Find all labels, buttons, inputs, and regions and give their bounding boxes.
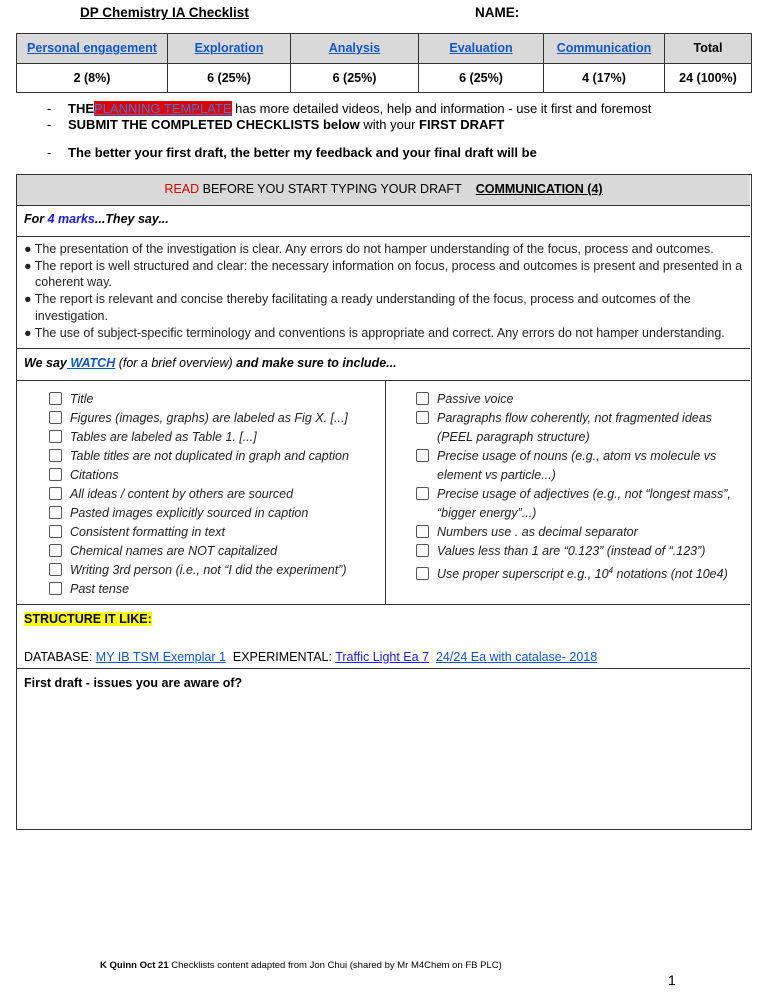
checkbox[interactable] [49,506,62,519]
link-exploration[interactable]: Exploration [194,41,264,56]
checkbox[interactable] [49,430,62,443]
checklist-item-label: Title [70,392,94,406]
link-personal-engagement[interactable]: Personal engagement [27,41,157,56]
criteria-list [17,237,750,349]
note-planning: - THEPLANNING TEMPLATE has more detailed videos, help and information - use it first and foremost [47,101,652,116]
checkbox[interactable] [416,525,429,538]
checklist-left [49,390,379,599]
value-cell: 2 (8%) [17,63,168,93]
value-cell: 6 (25%) [419,63,544,93]
checklist-item [416,485,746,523]
checklist-item [416,542,746,561]
checkbox[interactable] [49,563,62,576]
section-heading: COMMUNICATION (4) [475,182,603,196]
checklist-item [49,504,379,523]
checklist-item-label: Paragraphs flow coherently, not fragmented ideas (PEEL paragraph structure) [437,411,712,444]
checklist-item [416,523,746,542]
checklist-item-label: Chemical names are NOT capitalized [70,544,278,558]
checkbox[interactable] [416,449,429,462]
footer: K Quinn Oct 21 Checklists content adapted from Jon Chui (shared by Mr M4Chem on FB PLC) [100,960,502,971]
communication-section [16,174,752,830]
checklist-item: Use proper superscript e.g., $10^4$ notations (not 10e4) [416,561,746,584]
we-say-row: We say WATCH (for a brief overview) and make sure to include... [17,349,750,381]
checklist-item-label: Numbers use . as decimal separator [437,525,638,539]
link-analysis[interactable]: Analysis [328,41,381,56]
checklist-item [49,466,379,485]
name-label: NAME: [475,5,520,20]
value-cell: 6 (25%) [291,63,419,93]
checklist-item-label: Pasted images explicitly sourced in caption [70,506,309,520]
checkbox[interactable] [49,411,62,424]
checklist [17,381,750,605]
checkbox[interactable] [49,544,62,557]
checklist-item [49,409,379,428]
checklist-item [49,428,379,447]
note-better: - The better your first draft, the better my feedback and your final draft will be [47,145,537,160]
checkbox[interactable] [49,468,62,481]
catalase-link[interactable]: 24/24 Ea with catalase- 2018 [435,650,598,664]
checklist-item [416,409,746,447]
checklist-item [49,485,379,504]
value-cell: 4 (17%) [544,63,665,93]
checklist-item-label: Tables are labeled as Table 1. [...] [70,430,257,444]
checklist-item [49,523,379,542]
checkbox[interactable] [49,449,62,462]
checkbox[interactable] [49,487,62,500]
note-submit: - SUBMIT THE COMPLETED CHECKLISTS below with your FIRST DRAFT [47,117,505,132]
checkbox[interactable] [416,487,429,500]
checklist-item-label: Consistent formatting in text [70,525,225,539]
checklist-item-label: Precise usage of adjectives (e.g., not “longest mass”, “bigger energy”...) [437,487,731,520]
document-title: DP Chemistry IA Checklist [80,5,249,20]
checklist-item-label: Writing 3rd person (i.e., not “I did the experiment”) [70,563,347,577]
checklist-item-label: Precise usage of nouns (e.g., atom vs molecule vs element vs particle...) [437,449,717,482]
checklist-right [416,390,746,584]
checkbox[interactable] [416,411,429,424]
checklist-item-label: All ideas / content by others are sourced [70,487,294,501]
criterion: ● The report is relevant and concise thereby facilitating a ready understanding of the focus, process and outcomes of the investigation. [24,292,691,323]
checklist-item [416,447,746,485]
header-total: Total [665,34,752,64]
checkbox[interactable] [416,544,429,557]
link-evaluation[interactable]: Evaluation [449,41,513,56]
checkbox[interactable] [49,525,62,538]
structure-row: STRUCTURE IT LIKE: DATABASE: MY IB TSM Exemplar 1 EXPERIMENTAL: Traffic Light Ea 7 24/24 Ea with catalase- 2018 [17,605,750,669]
database-exemplar-link[interactable]: MY IB TSM Exemplar 1 [95,650,226,664]
checkbox[interactable] [49,392,62,405]
criterion: ● The report is well structured and clear: the necessary information on focus, process and outcomes is present and presented in a coherent way. [24,258,743,290]
traffic-light-link[interactable]: Traffic Light Ea 7 [335,650,430,664]
section-header: READ BEFORE YOU START TYPING YOUR DRAFT COMMUNICATION (4) [17,175,750,206]
value-cell: 6 (25%) [168,63,291,93]
checkbox[interactable] [49,582,62,595]
value-cell: 24 (100%) [665,63,752,93]
checkbox[interactable] [416,567,429,580]
marks-table [16,33,752,93]
checklist-item-label: Table titles are not duplicated in graph and caption [70,449,349,463]
criterion: ● The use of subject-specific terminology and conventions is appropriate and correct. Any errors do not hamper understanding. [24,325,725,340]
link-communication[interactable]: Communication [556,41,652,56]
for-marks-row: For 4 marks...They say... [17,206,750,237]
checklist-item-label: Past tense [70,582,130,596]
checkbox[interactable] [416,392,429,405]
checklist-item [49,447,379,466]
criterion: ● The presentation of the investigation is clear. Any errors do not hamper understanding of the focus, process and outcomes. [24,242,714,256]
checklist-item-label: Values less than 1 are “0.123” (instead of “.123”) [437,544,706,558]
checklist-item-label: Figures (images, graphs) are labeled as Fig X. [...] [70,411,348,425]
checklist-item [49,561,379,580]
page-number: 1 [668,972,676,988]
checklist-item-label: Citations [70,468,119,482]
planning-template-link[interactable]: PLANNING TEMPLATE [94,101,232,116]
checklist-item [416,390,746,409]
watch-link[interactable]: WATCH [66,356,116,370]
first-draft-field[interactable]: First draft - issues you are aware of? [24,676,243,690]
checklist-item-label: Passive voice [437,392,514,406]
checklist-item [49,390,379,409]
checklist-item [49,580,379,599]
checklist-item [49,542,379,561]
